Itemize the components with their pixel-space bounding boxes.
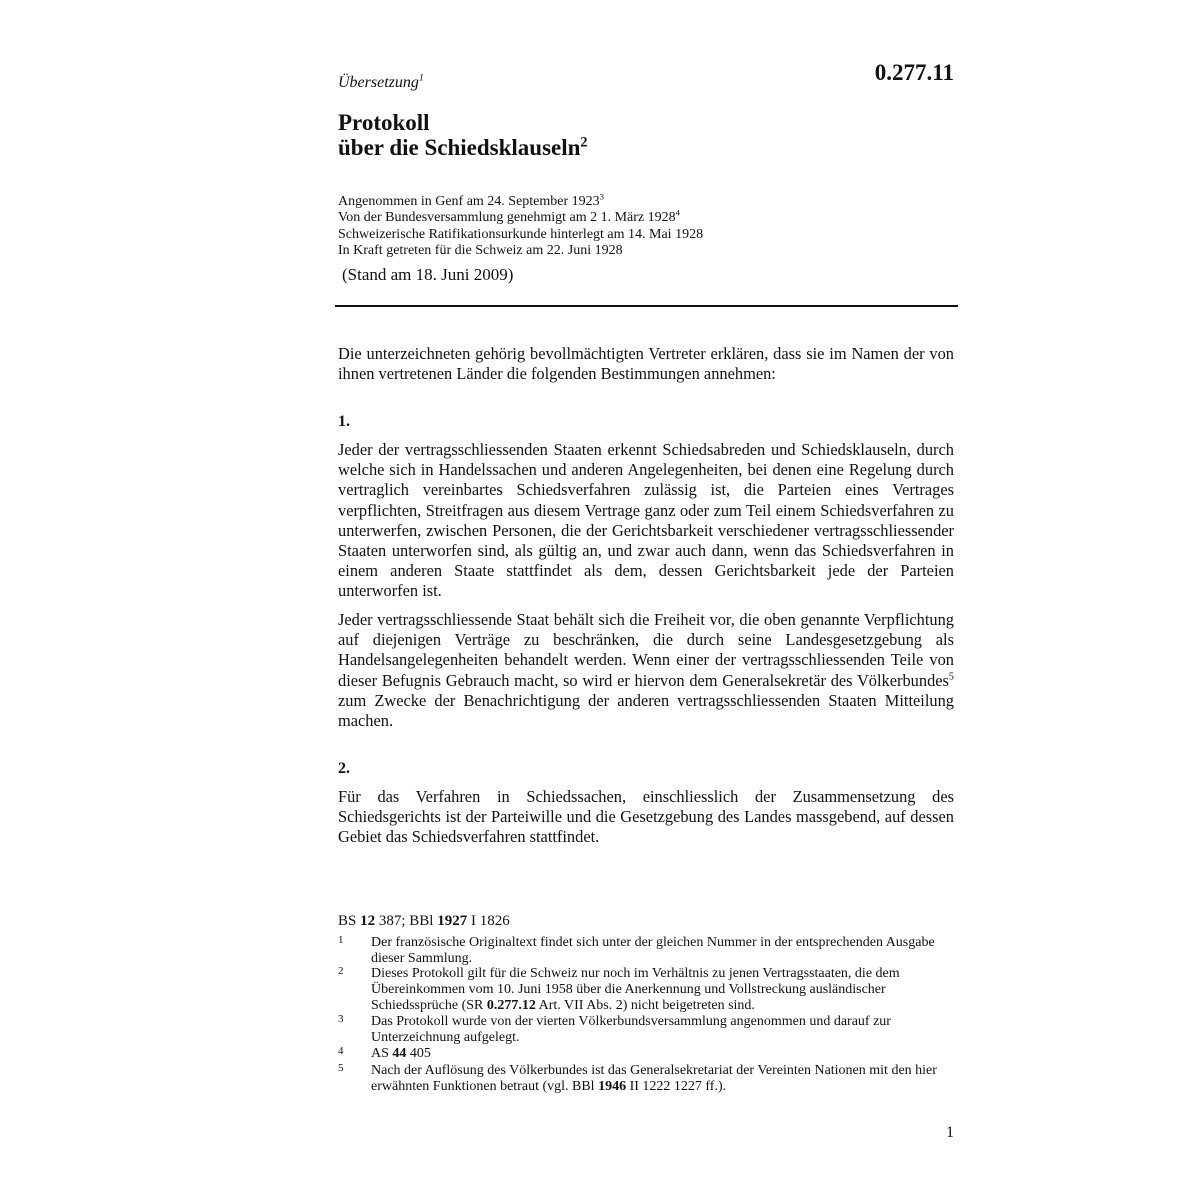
footnote-2-text-a: Dieses Protokoll gilt für die Schweiz nur noch im Verhältnis zu jenen Vertragsstaaten, die dem Übereinkommen vom 10. Juni 1958 über die Anerkennung und Vollstreckung ausländischer Schiedssprüche (SR [371, 966, 900, 1014]
section-1-number: 1. [338, 413, 350, 430]
footnote-4-text-b: 405 [406, 1046, 431, 1061]
footnote-4-volume: 44 [392, 1046, 407, 1061]
source-bs-volume: 12 [360, 913, 376, 929]
footnote-4 [338, 1046, 950, 1062]
document-title [338, 110, 588, 160]
source-reference [338, 913, 510, 930]
footnote-ref-5[interactable]: 5 [948, 671, 954, 683]
footnote-2 [338, 966, 950, 1015]
page-number: 1 [946, 1124, 954, 1141]
title-line-1: Protokoll [338, 110, 430, 135]
footnote-4-text [371, 1046, 950, 1062]
header-divider [335, 305, 958, 307]
section-1-paragraph-1: Jeder der vertragsschliessenden Staaten erkennt Schiedsabreden und Schiedsklauseln, durch welche sich in Handelssachen und anderen Angelegenheiten, bei denen eine Regelung durch vertraglich vereinbartes Schiedsverfahren zulässig ist, die Parteien eines Vertrages verpflichten, Streitfragen aus diesem Vertrage ganz oder zum Teil einem Schiedsverfahren zu unterwerfen, zwischen Personen, die der Gerichtsbarkeit verschiedener vertragsschliessender Staaten unterworfen sind, als gültig an, und zwar auch dann, wenn das Schiedsverfahren in einem anderen Staate stattfindet als dem, dessen Gerichtsbarkeit jede der Parteien unterworfen ist. [338, 440, 954, 601]
footnote-2-marker: 2 [338, 965, 344, 977]
footnote-ref-2[interactable]: 2 [580, 134, 588, 151]
footnote-1-marker: 1 [338, 934, 344, 946]
section-2-number: 2. [338, 760, 350, 777]
meta-approved-text: Von der Bundesversammlung genehmigt am 2 1. März 1928 [338, 210, 676, 226]
translation-text: Übersetzung [338, 74, 419, 91]
source-bs-label: BS [338, 913, 361, 929]
section-1-paragraph-2-text-b: zum Zwecke der Benachrichtigung der anderen vertragsschliessenden Staaten Mitteilung machen. [338, 690, 954, 731]
footnote-1 [338, 935, 950, 967]
footnote-5-text-a: Nach der Auflösung des Völkerbundes ist das Generalsekretariat der Vereinten Nationen mit den hier erwähnten Funktionen betraut (vgl. BBl [371, 1063, 937, 1095]
status-date: (Stand am 18. Juni 2009) [342, 265, 514, 284]
source-bs-page: 387; BBl [375, 913, 438, 929]
title-line-2-text: über die Schiedsklauseln [338, 135, 581, 160]
footnote-5-year: 1946 [598, 1079, 627, 1095]
footnote-3 [338, 1014, 950, 1046]
sr-number: 0.277.11 [874, 60, 954, 85]
meta-adopted-text: Angenommen in Genf am 24. September 1923 [338, 194, 600, 209]
meta-ratification: Schweizerische Ratifikationsurkunde hinterlegt am 14. Mai 1928 [338, 226, 704, 242]
footnote-ref-3[interactable]: 3 [599, 191, 605, 202]
footnote-4-text-a: AS [371, 1046, 393, 1061]
meta-adopted [338, 191, 703, 210]
footnote-2-text-b: Art. VII Abs. 2) nicht beigetreten sind. [535, 998, 755, 1014]
footnote-2-text [371, 966, 950, 1015]
footnote-5-text [371, 1063, 950, 1095]
footnote-5-text-b: II 1222 1227 ff.). [626, 1079, 727, 1095]
section-1-paragraph-2 [338, 610, 954, 731]
source-bbl-year: 1927 [437, 913, 468, 929]
footnote-3-text: Das Protokoll wurde von der vierten Völkerbundsversammlung angenommen und darauf zur Unterzeichnung aufgelegt. [371, 1014, 891, 1046]
section-1-paragraph-2-text-a: Jeder vertragsschliessende Staat behält sich die Freiheit vor, die oben genannte Verpflichtung auf diejenigen Verträge zu beschränken, die durch seine Landesgesetzgebung als Handelsangelegenheiten behandelt werden. Wenn einer der vertragsschliessenden Teile von dieser Befugnis Gebrauch macht, so wird er hiervon dem Generalsekretär des Völkerbundes [338, 610, 954, 690]
footnote-5-marker: 5 [338, 1062, 344, 1074]
footnote-3-marker: 3 [338, 1013, 344, 1025]
translation-label [338, 74, 424, 92]
footnote-4-marker: 4 [338, 1045, 344, 1057]
preamble-paragraph: Die unterzeichneten gehörig bevollmächtigten Vertreter erklären, dass sie im Namen der von ihnen vertretenen Länder die folgenden Bestimmungen annehmen: [338, 344, 954, 384]
source-bbl-rest: I 1826 [467, 913, 510, 929]
footnote-1-text: Der französische Originaltext findet sich unter der gleichen Nummer in der entsprechenden Ausgabe dieser Sammlung. [371, 935, 935, 967]
footnote-ref-4[interactable]: 4 [675, 207, 680, 218]
title-line-2 [338, 135, 588, 160]
meta-in-force: In Kraft getreten für die Schweiz am 22. Juni 1928 [338, 243, 623, 259]
section-2-paragraph-1: Für das Verfahren in Schiedssachen, einschliesslich der Zusammensetzung des Schiedsgerichts ist der Parteiwille und die Gesetzgebung des Landes massgebend, auf dessen Gebiet das Schiedsverfahren stattfindet. [338, 787, 954, 847]
footnote-2-sr-link[interactable]: 0.277.12 [486, 998, 536, 1014]
meta-approved [338, 207, 703, 226]
document-metadata [338, 191, 704, 260]
footnote-5 [338, 1063, 950, 1095]
footnote-ref-1[interactable]: 1 [418, 72, 424, 84]
